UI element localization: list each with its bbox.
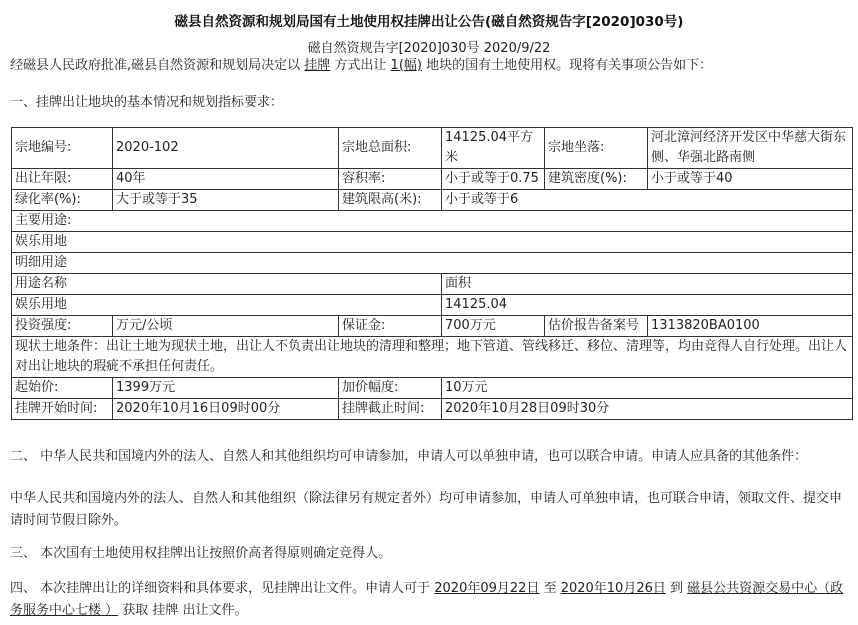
cell-label: 挂牌截止时间: bbox=[339, 399, 442, 420]
listing-start-time: 2020年10月16日09时00分 bbox=[113, 399, 339, 420]
table-row bbox=[12, 316, 853, 337]
place-link: 磁县公共资源交易中心（政务服务中心七楼 ） bbox=[10, 581, 844, 618]
section-2-detail: 中华人民共和国境内外的法人、自然人和其他组织（除法律另有规定者外）均可申请参加，申请人可单独申请，也可联合申请，领取文件、提交申请时间节假日除外。 bbox=[10, 491, 843, 528]
parcel-location: 河北漳河经济开发区中华慈大街东侧、华强北路南侧 bbox=[648, 128, 853, 169]
table-row bbox=[12, 128, 853, 169]
cell-label: 起始价: bbox=[12, 378, 113, 399]
cell-label: 估价报告备案号 bbox=[545, 316, 648, 337]
table-row bbox=[12, 169, 853, 190]
intro-paragraph: 经磁县人民政府批准,磁县自然资源和规划局决定以 挂牌 方式出让 1(幅) 地块的国有土地使用权。现将有关事项公告如下： bbox=[10, 58, 713, 73]
table-row bbox=[12, 378, 853, 399]
building-density: 小于或等于40 bbox=[648, 169, 853, 190]
green-ratio: 大于或等于35 bbox=[113, 190, 339, 211]
floor-area-ratio: 小于或等于0.75 bbox=[442, 169, 545, 190]
table-row bbox=[12, 337, 853, 378]
method-link: 挂牌 bbox=[304, 58, 331, 73]
land-condition: 现状土地条件：出让土地为现状土地，出让人不负责出让地块的清理和整理；地下管道、管线移迁、移位、清理等，均由竞得人自行处理。出让人对出让地块的瑕疵不承担任何责任。 bbox=[12, 337, 853, 378]
appraisal-number: 1313820BA0100 bbox=[648, 316, 853, 337]
height-limit: 小于或等于6 bbox=[442, 190, 853, 211]
section-4: 四、 本次挂牌出让的详细资料和具体要求，见挂牌出让文件。申请人可于 2020年09月22日 至 2020年10月26日 到 磁县公共资源交易中心（政务服务中心七楼 ） 获取 挂牌 出让文件。 bbox=[10, 581, 844, 618]
section-2-heading: 二、 中华人民共和国境内外的法人、自然人和其他组织均可申请参加，申请人可以单独申请，也可以联合申请。申请人应具备的其他条件： bbox=[10, 449, 808, 464]
cell-label: 建筑限高(米): bbox=[339, 190, 442, 211]
parcel-number: 2020-102 bbox=[113, 128, 339, 169]
investment-intensity: 万元/公顷 bbox=[113, 316, 339, 337]
bid-increment: 10万元 bbox=[442, 378, 853, 399]
starting-price: 1399万元 bbox=[113, 378, 339, 399]
total-area: 14125.04平方米 bbox=[442, 128, 545, 169]
cell-label: 容积率: bbox=[339, 169, 442, 190]
cell-label: 宗地坐落: bbox=[545, 128, 648, 169]
cell-label: 绿化率(%): bbox=[12, 190, 113, 211]
table-row bbox=[12, 274, 853, 295]
cell-label: 宗地总面积: bbox=[339, 128, 442, 169]
announcement-number: 磁自然资规告字[2020]030号 2020/9/22 bbox=[307, 41, 551, 56]
cell-label: 出让年限: bbox=[12, 169, 113, 190]
section-3: 三、 本次国有土地使用权挂牌出让按照价高者得原则确定竞得人。 bbox=[10, 546, 392, 561]
table-row bbox=[12, 232, 853, 253]
land-info-table bbox=[11, 127, 853, 420]
page-title: 磁县自然资源和规划局国有土地使用权挂牌出让公告(磁自然资规告字[2020]030号) bbox=[174, 14, 684, 30]
cell-label: 主要用途: bbox=[12, 211, 853, 232]
cell-label: 保证金: bbox=[339, 316, 442, 337]
main-use: 娱乐用地 bbox=[12, 232, 853, 253]
date-to-link: 2020年10月26日 bbox=[560, 581, 666, 596]
use-area: 14125.04 bbox=[442, 295, 853, 316]
date-from-link: 2020年09月22日 bbox=[434, 581, 540, 596]
table-row bbox=[12, 295, 853, 316]
cell-label: 面积 bbox=[442, 274, 853, 295]
table-row bbox=[12, 211, 853, 232]
cell-label: 挂牌开始时间: bbox=[12, 399, 113, 420]
count-link: 1(幅) bbox=[390, 58, 422, 73]
use-name: 娱乐用地 bbox=[12, 295, 442, 316]
cell-label: 明细用途 bbox=[12, 253, 853, 274]
cell-label: 宗地编号: bbox=[12, 128, 113, 169]
deposit: 700万元 bbox=[442, 316, 545, 337]
table-row bbox=[12, 253, 853, 274]
cell-label: 用途名称 bbox=[12, 274, 442, 295]
lease-term: 40年 bbox=[113, 169, 339, 190]
table-row bbox=[12, 399, 853, 420]
table-row bbox=[12, 190, 853, 211]
section-1-heading: 一、挂牌出让地块的基本情况和规划指标要求： bbox=[10, 95, 284, 110]
cell-label: 加价幅度: bbox=[339, 378, 442, 399]
cell-label: 投资强度: bbox=[12, 316, 113, 337]
listing-end-time: 2020年10月28日09时30分 bbox=[442, 399, 853, 420]
cell-label: 建筑密度(%): bbox=[545, 169, 648, 190]
